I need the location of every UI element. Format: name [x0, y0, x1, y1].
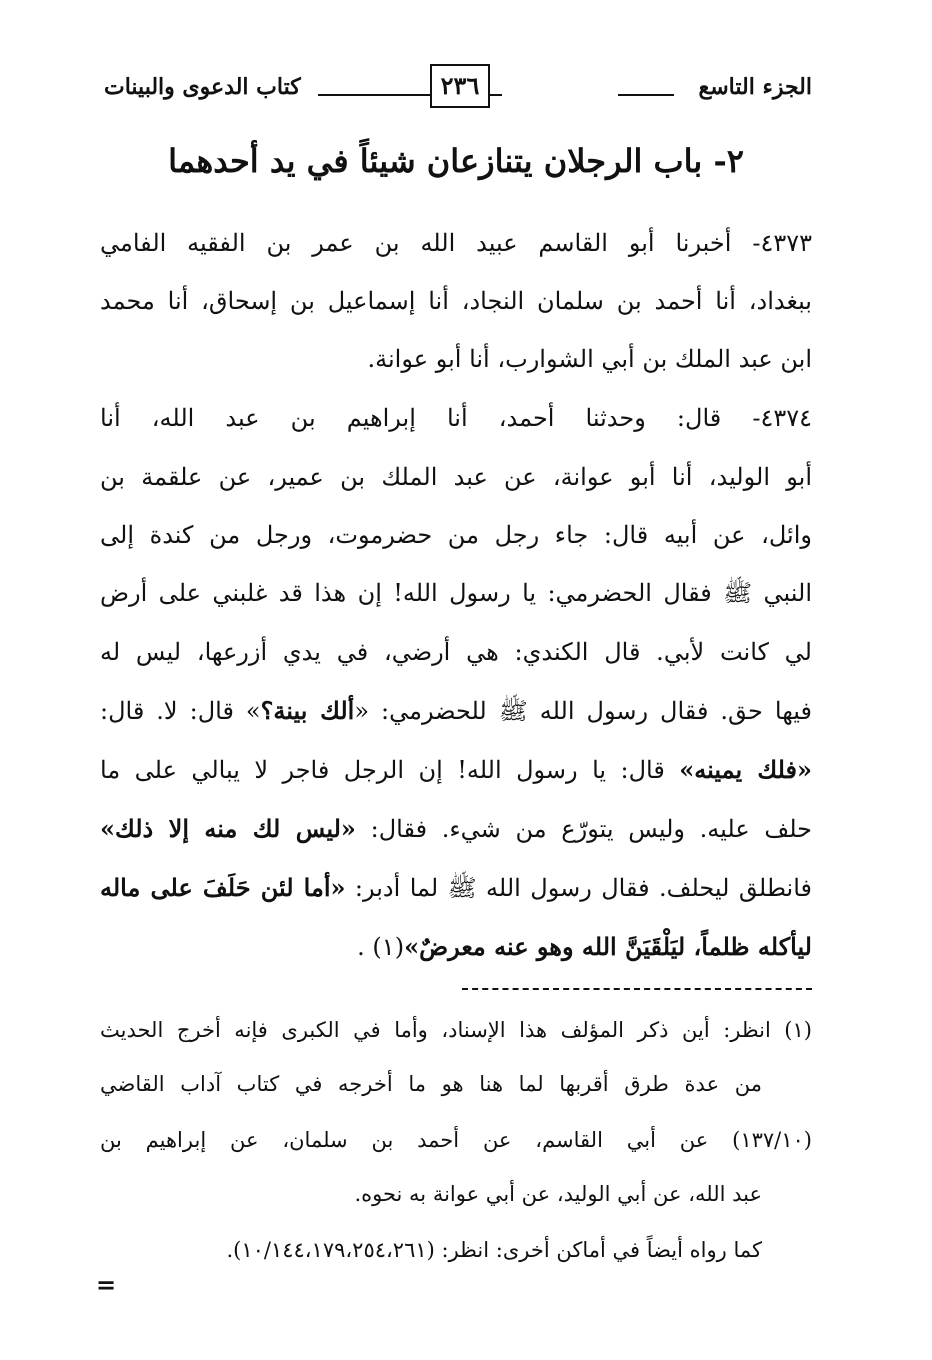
- footnote-separator: [462, 988, 812, 990]
- header-rule-right: [618, 94, 674, 96]
- bold-phrase: «أما لئن حَلَفَ على ماله: [100, 873, 346, 902]
- bold-phrase: ليأكله ظلماً، ليَلْقَيَنَّ الله وهو عنه معرضٌ»: [404, 932, 812, 961]
- body-line-7: النبي ﷺ فقال الحضرمي: يا رسول الله! إن هذا قد غلبني على أرض: [100, 579, 812, 607]
- footnote-line-1: (١) انظر: أين ذكر المؤلف هذا الإسناد، وأما في الكبرى فإنه أخرج الحديث: [100, 1018, 812, 1042]
- body-line-6: وائل، عن أبيه قال: جاء رجل من حضرموت، ورجل من كندة إلى: [100, 521, 812, 549]
- body-line-11: حلف عليه. وليس يتورّع من شيء. فقال: «ليس لك منه إلا ذلك»: [100, 814, 812, 843]
- body-line-9: فيها حق. فقال رسول الله ﷺ للحضرمي: «ألك بينة؟» قال: لا. قال:: [100, 696, 812, 725]
- body-line-12: فانطلق ليحلف. فقال رسول الله ﷺ لما أدبر: «أما لئن حَلَفَ على ماله: [100, 873, 812, 902]
- footnote-line-4: عبد الله، عن أبي الوليد، عن أبي عوانة به نحوه.: [354, 1182, 762, 1206]
- header-rule-page-right: [490, 94, 502, 96]
- bold-phrase: «فلك يمينه»: [679, 755, 812, 784]
- header-rule-left: [318, 94, 420, 96]
- body-line-3: ابن عبد الملك بن أبي الشوارب، أنا أبو عوانة.: [367, 345, 812, 373]
- body-line-13: ليأكله ظلماً، ليَلْقَيَنَّ الله وهو عنه معرضٌ»(١) .: [357, 932, 812, 961]
- body-line-8: لي كانت لأبي. قال الكندي: هي أرضي، في يدي أزرعها، ليس له: [100, 638, 812, 666]
- body-line-5: أبو الوليد، أنا أبو عوانة، عن عبد الملك بن عمير، عن علقمة بن: [100, 463, 812, 491]
- footnote-line-5: كما رواه أيضاً في أماكن أخرى: انظر: (١٠/١٤٤،١٧٩،٢٥٤،٢٦١).: [226, 1238, 762, 1262]
- book-title-label: كتاب الدعوى والبينات: [104, 74, 301, 100]
- bold-phrase: «ليس لك منه إلا ذلك»: [100, 814, 356, 843]
- footnote-line-2: من عدة طرق أقربها لما هنا هو ما أخرجه في كتاب آداب القاضي: [100, 1072, 762, 1096]
- continuation-mark: =: [96, 1270, 117, 1299]
- body-line-4: ٤٣٧٤- قال: وحدثنا أحمد، أنا إبراهيم بن عبد الله، أنا: [100, 404, 812, 432]
- bold-phrase: ألك بينة؟: [260, 696, 355, 725]
- footnote-line-3: (١٣٧/١٠) عن أبي القاسم، عن أحمد بن سلمان، عن إبراهيم بن: [100, 1128, 812, 1152]
- body-line-1: ٤٣٧٣- أخبرنا أبو القاسم عبيد الله بن عمر بن الفقيه الفامي: [100, 229, 812, 257]
- running-header: [100, 64, 812, 116]
- page-number: ٢٣٦: [430, 64, 490, 108]
- book-part-label: الجزء التاسع: [698, 74, 812, 100]
- body-line-10: «فلك يمينه» قال: يا رسول الله! إن الرجل فاجر لا يبالي على ما: [100, 755, 812, 784]
- body-line-2: ببغداد، أنا أحمد بن سلمان النجاد، أنا إسماعيل بن إسحاق، أنا محمد: [100, 287, 812, 315]
- chapter-title: ٢- باب الرجلان يتنازعان شيئاً في يد أحدهما: [168, 142, 744, 180]
